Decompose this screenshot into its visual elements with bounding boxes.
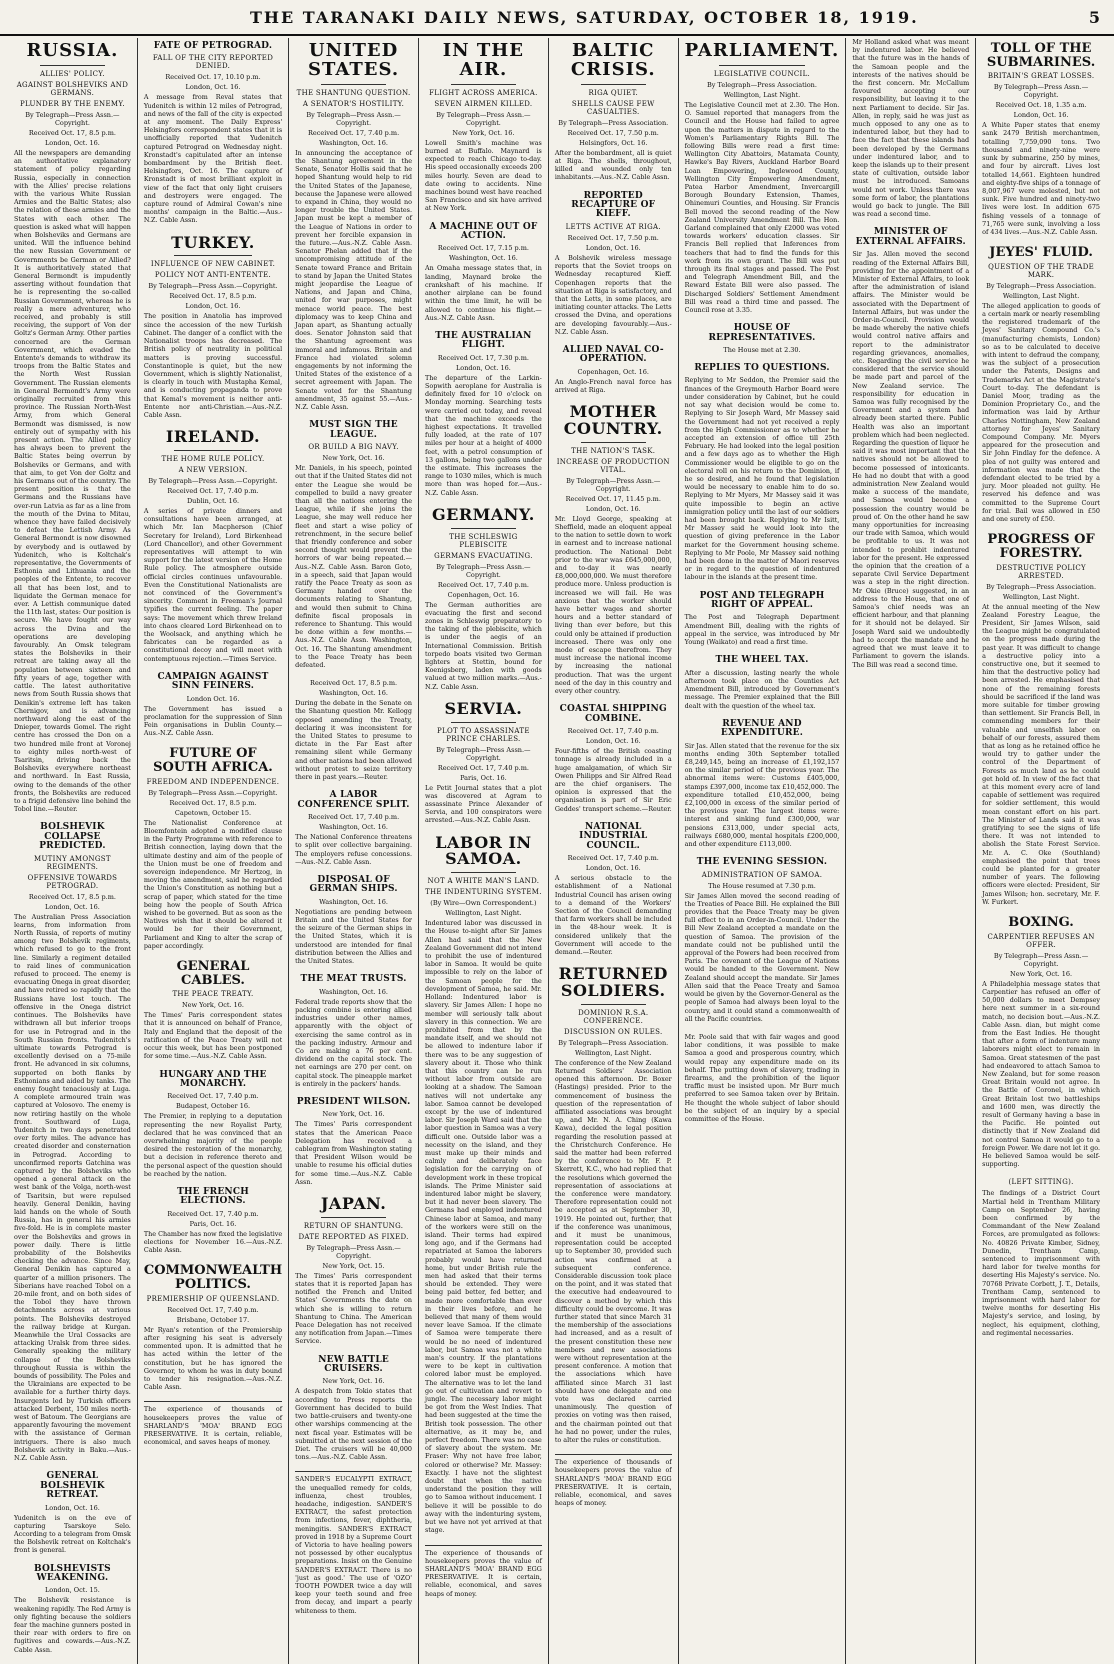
article-headline: MINISTER OF EXTERNAL AFFAIRS.: [855, 227, 966, 247]
article: [144, 1071, 282, 1179]
article-dateline: Paris, Oct. 16.: [460, 773, 507, 782]
article-dateline: By Telegraph—Press Association.: [986, 281, 1097, 290]
divider: [174, 255, 251, 256]
article-dateline: London, Oct. 16.: [44, 138, 100, 147]
article-dateline: Wellington, Last Night.: [1002, 592, 1080, 601]
article-body: Mr. Poole said that with fair wages and good labor conditions, it was possible to make Samoa a good and prosperous country, which would repay any expenditure made on its behalf. The putting down of slavery, trading in firearms, and the prohibition of the liquor traffic must be insisted upon. Mr Burr much preferred to see Samoa taken over by Britain. He thought the whole subject of labor should be the subject of an inquiry by a special committee of the House.: [684, 1032, 840, 1123]
article-headline: PROGRESS OF FORESTRY.: [987, 532, 1095, 561]
article-subheading: LETTS ACTIVE AT RIGA.: [565, 222, 661, 231]
advertisement-text: SANDER'S EUCALYPTI EXTRACT, the unequalled remedy for colds, influenza, chest troubles, headache, indigestion. SANDER'S EXTRACT, the safest protection from infections, fever, diphtheria, meningitis. SANDER'S EXTRACT proved in 1918 by a Supreme Court of Victoria to have healing powers not possessed by other eucalyptus preparations. Insist on the Genuine SANDER'S EXTRACT. There is no 'just as good.' The use of 'OZO' TOOTH POWDER twice a day will keep your teeth sound and free from decay, and impart a pearly whiteness to them.: [295, 1475, 412, 1615]
article: [295, 1356, 412, 1462]
article-body: Indentured labor was discussed in the House to-night after Sir James Allen had said that the New Zealand Government did not intend to prohibit the use of indentured labor in Samoa. It would be quite impossible to rely on the labor of the Samoan people for the development of Samoa, he said. Mr. Holland: Indentured labor is slavery. Sir James Allen: I hope no member will seriously talk about slavery in this connection. We are prohibited from that by the mandate itself, and we should not be allowed to indenture labor if there was to be any suggestion of slavery about it. Those who think that this country can be run without labor from outside are looking at a shadow. The Samoan natives will not undertake any labor. Samoa cannot be developed except by the use of indentured labor. Sir Joseph Ward said that the labor question in Samoa was a very difficult one. Outside labor was a necessity on the island, and they must make up their minds and calmly and deliberately face legislation for the carrying on of development work in these tropical islands. The Prime Minister said indentured labor might be slavery, but it had never been slavery. The Germans had employed indentured Chinese labor at Samoa, and many of the workers were still on the island. Their terms had expired long ago, and if the Germans had repatriated at Samoa the laborers probably would have returned home, but under British rule the men had asked that their terms should be extended. They were being paid better, fed better, and made more comfortable than ever in their lives before, and he believed that many of them would never leave Samoa. If the climate of Samoa were temperate there would be no need of indentured labor, but Samoa was not a white man's country. If the plantations were to be kept in cultivation colored labor must be employed. The alternative was to let the land go out of cultivation and revert to jungle. The necessary labor might be got from the West Indies. That had been suggested at the time the British took possession. The other alternative, as it may be, and perfect freedom. There was no case of slavery about the system. Mr. Fraser: Why not have free labor, colored or otherwise? Mr. Massey: Exactly. I have not the slightest doubt that when the native understand the position they will go to Samoa without inducement. I believe it will be possible to do away with the indenturing system, but we have not yet arrived at that stage.: [424, 919, 542, 1535]
article-dateline: By Telegraph—Press Assn.—Copyright.: [566, 476, 661, 493]
article-subheading: PLOT TO ASSASSINATE PRINCE CHARLES.: [437, 726, 530, 743]
article-dateline: By Telegraph—Press Assn.—Copyright.: [993, 83, 1089, 100]
article-dateline: By Telegraph—Press Assn.—Copyright.: [306, 110, 401, 127]
column-1: [8, 38, 138, 1664]
article-body: The alleged application to goods of a certain mark or nearly resembling the registered trademark of the Jeyes' Sanitary Compound Co.'s (manufacturing chemists, London) so as to be calculated to deceive with intent to defraud the company, was the subject of a prosecution under the Patents, Designs and Trademarks Act at the Magistrate's Court to-day. The defendant is Daniel Moor, trading as the Dominion Proprietary Co., and the information was laid by Arthur Charles Nottingham, New Zealand attorney for Jeyes' Sanitary Compound Company. Mr. Myers appeared for the prosecution and Sir John Findlay for the defence. A plea of not guilty was entered and information was made that the defendant elected to be tried by a jury. Moor pleaded not guilty. He reserved his defence and was committed to the Supreme Court for trial. Bail was allowed in £50 and one surety of £50.: [982, 301, 1100, 524]
article-headline: PARLIAMENT.: [684, 40, 840, 61]
column-4: [419, 38, 549, 1664]
article-subheading: THE SHANTUNG QUESTION.: [296, 88, 411, 97]
article-dateline: New York, Oct. 16.: [181, 1001, 245, 1010]
divider: [719, 65, 806, 66]
article-headline: MUST SIGN THE LEAGUE.: [309, 420, 398, 440]
advertisement: [144, 1401, 282, 1446]
article-subheading: THE INDENTURING SYSTEM.: [425, 888, 542, 897]
column-3: [289, 38, 419, 1664]
article: [295, 791, 412, 866]
article-body: The findings of a District Court Martial held in Trentham Military Camp on September 26, having been confirmed by the Commandant of the New Zealand Forces, are promulgated as follows: No. 40826 Private Kimber, Sidney, Dunedin, Trentham Camp, sentenced to imprisonment with hard labor for twelve months for deserting His Majesty's service. No. 70768 Private Corbett, J. T., Details, Trentham Camp, sentenced to imprisonment with hard labor for twelve months for deserting His Majesty's service, and losing, by neglect, his equipment, clothing, and regimental necessaries.: [982, 1189, 1100, 1337]
advertisement: [425, 1545, 542, 1598]
article: [424, 832, 542, 1535]
article: [982, 42, 1100, 236]
article-subheading: NOT A WHITE MAN'S LAND.: [427, 877, 540, 886]
article-dateline: Received Oct. 17, 7.40 p.m.: [437, 580, 529, 589]
article-headline: HOUSE OF REPRESENTATIVES.: [708, 323, 816, 343]
article-subheading: MUTINY AMONGST REGIMENTS.: [34, 854, 111, 871]
article-dateline: By Telegraph—Press Assn.—Copyright.: [306, 1243, 401, 1260]
article-dateline: Washington, Oct. 16.: [319, 823, 388, 832]
article-body: A serious obstacle to the establishment of a National Industrial Council has arisen owing to a demand of the Workers' Section of the Council demanding that farm workers shall be included in the 48-hour week. It is considered unlikely that the Government will accede to the demand.—Reuter.: [554, 874, 672, 956]
article: [555, 966, 672, 1444]
article-headline: PRESIDENT WILSON.: [296, 1096, 411, 1107]
article-headline: THE EVENING SESSION.: [696, 857, 828, 868]
article-subheading: SEVEN AIRMEN KILLED.: [434, 99, 533, 108]
article-headline: GERMANY.: [431, 504, 535, 524]
column-6: [679, 38, 847, 1664]
article-dateline: By Telegraph—Press Association.: [558, 1038, 669, 1047]
article-dateline: Received Oct. 17, 7.15 p.m.: [437, 244, 529, 253]
article-body: The departure of the Larkin-Sopwith aeroplane for Australia is definitely fixed for 10 o'clock on Monday morning. Searching tests were carried out today, and reveal that the machine exceeds the highest expectations. It travelled fully loaded, at the rate of 107 miles per hour at a height of 4000 feet, with a petrol consumption of 13 gallons, being two gallons under the estimate. This increases the range to 1030 miles, which is much more than was hoped for.—Aus.-N.Z. Cable Assn.: [424, 373, 542, 497]
article-dateline: (By Wire—Own Correspondent.): [430, 899, 537, 908]
article-body: An Anglo-French naval force has arrived at Riga.: [554, 377, 672, 395]
article-body: The Premier, in replying to a deputation representing the new Royalist Party, declared that he was convinced that an overwhelming majority of the people desired the restoration of the monarchy, but a decision in reference thereto and the personal aspect of the question should be reached by the nation.: [143, 1112, 283, 1178]
article-subheading: RIGA QUIET.: [588, 88, 639, 97]
divider: [40, 65, 105, 66]
article-dateline: London, Oct. 16.: [44, 902, 100, 911]
article-headline: DISPOSAL OF GERMAN SHIPS.: [309, 874, 398, 895]
article-dateline: Received Oct. 17, 8.5 p.m.: [28, 128, 116, 137]
article: [144, 673, 282, 738]
page-number: 5: [1088, 7, 1100, 27]
article-dateline: Washington, Oct. 16.: [319, 138, 388, 147]
advertisement: [295, 1471, 412, 1614]
masthead-title: THE TARANAKI DAILY NEWS, SATURDAY, OCTOBER 18, 1919.: [250, 7, 919, 27]
article-dateline: By Telegraph—Press Assn.—Copyright.: [148, 476, 278, 485]
article: [982, 1178, 1100, 1337]
article-headline: IRELAND.: [165, 427, 261, 447]
article-body: During the debate in the Senate on the Shantung question Mr. Kellogg opposed amending the Treaty, declaring it was inconsistent for the United States to presume to dictate in the Far East after remaining silent while Germany and other nations had been allowed without protest to seize territory there in past years.—Reuter.: [295, 699, 412, 782]
article-body: The Chamber has now fixed the legislative elections for November 16.—Aus.-N.Z. Cable Assn.: [143, 1229, 283, 1255]
article-dateline: Received Oct. 17, 7.30 p.m.: [437, 353, 529, 362]
article-subheading: CARPENTIER REFUSES AN OFFER.: [987, 932, 1095, 949]
article-dateline: Received Oct. 17, 7.40 p.m.: [567, 854, 659, 863]
article-body: A series of private dinners and consultations have been arranged, at which Mr. Ian Macpherson (Chief Secretary for Ireland), Lord Birkenhead (Lord Chancellor), and other Government representatives will attempt to win support for the latest version of the Home Rule policy. The atmosphere outside official circles continues unfavourable. Even the Constitutional Nationalists are not convinced of the Government's sincerity. Comment in Freeman's Journal typifies the current feeling. The paper says: The movement which threw Ireland into chaos cleared Lord Birkenhead on to the Woolsack, and anything which he fabricates can be regarded as a constitutional decoy and will meet with contemptuous rejection.—Times Service.: [143, 506, 283, 663]
article-dateline: Washington, Oct. 16.: [319, 987, 388, 996]
article: [852, 38, 969, 218]
article-dateline: Paris, Oct. 16.: [189, 1219, 237, 1228]
article-dateline: New York, Oct. 16.: [322, 454, 385, 463]
article-headline: THE FRENCH ELECTIONS.: [177, 1187, 249, 1207]
article-body: The Nationalist Conference at Bloemfontein adopted a modified clause in the Party Programme with reference to British connection, laying down that the ultimate destiny and aim of the people of the Union must be one of freedom and sovereign independence. Mr Hertzog, in moving the amendment, said he regarded the Union's Constitution as nothing but a scrap of paper, which stated for the time being how the people of South Africa wished to be governed. But as soon as the Natives wish that it should be altered it would be for their Government, Parliament and King to alter the scrap of paper accordingly.: [143, 818, 283, 950]
article-dateline: By Telegraph—Press Assn.—Copyright.: [25, 110, 120, 127]
article-dateline: By Telegraph—Press Association.: [707, 80, 817, 89]
article-subheading: FALL OF THE CITY REPORTED DENIED.: [152, 54, 274, 71]
article-subheading: INFLUENCE OF NEW CABINET.: [150, 260, 276, 269]
article-headline: IN THE AIR.: [442, 40, 525, 80]
article-dateline: Received Oct. 17, 7.40 p.m.: [437, 763, 529, 772]
article-dateline: By Telegraph—Press Assn.—Copyright.: [993, 951, 1089, 968]
article-dateline: Received Oct. 17, 8.5 p.m.: [169, 292, 257, 301]
article-body: At the annual meeting of the New Zealand Forestry League, the President, Sir James Wilson, said the League might be congratulated on the progress made during the past year. It was difficult to change a destructive policy into a constructive one, but it seemed to him that the destructive policy had been arrested. He emphasised that none of the remaining forests should be sacrificed if the land was more suitable for timber growing than settlement. Sir Francis Bell, in commending members for their valuable and unselfish labor on behalf of our forests, assured them that as long as he retained office he would try to gather under the control of the Department of Forests as much land as he could get hold of. In view of the fact that at this moment every acre of land capable of settlement was required for soldier settlement, this would mean constant effort on his part. The Minister of Lands said it was gratifying to see the signs of life there. It was not intended to abolish the State Forest Service. Mr. A. C. Oke (Southland) emphasised the point that trees could be planted for a greater number of years. The following officers were elected: President, Sir James Wilson; hon. secretary, Mr. F. W. Furkert.: [982, 602, 1100, 906]
article-dateline: Wellington, Last Night.: [575, 1048, 652, 1057]
article-dateline: Received Oct. 18, 1.35 a.m.: [995, 101, 1087, 110]
article-headline: RETURNED SOLDIERS.: [558, 964, 668, 1000]
article: [555, 823, 672, 956]
article-dateline: By Telegraph—Press Assn.—Copyright.: [436, 745, 531, 762]
article: [982, 533, 1100, 906]
article-dateline: By Telegraph—Press Assn.—Copyright.: [148, 282, 278, 291]
article: [295, 975, 412, 1088]
article-body: All the newspapers are demanding an authoritative explanatory statement of policy regarding Russia, especially in connection with the Allies' precise relations with the various White Russian Armies and the Baltic States; also the relation of these armies and the States with each other. The question is asked what will happen when Bolsheviks and Germans are united. Will the influence behind the new Russian Government or Governments be German or Allied? It is authoritatively stated that General Bermondt is impudently asserting without foundation that he is representing the so-called Russian Government, whereas he is really a mere adventurer, who received, and probably is still receiving, the support of Von der Goltz's German Army. Other parties concerned are the German Government, which evaded the Entente's demands to withdraw its troops from the Baltic States and the North West Russian Government. The Russian elements in General Bermondt's Army were originally recruited from this province. The Russian North-West Army, from which General Bermondt was dismissed, is now entirely out of sympathy with his present action. The Allied policy has always been to prevent the Baltic States being overrun by Bolsheviks or Germans, and with that aim, to get Von der Goltz and his Germans out of the country. The present position is that the Germans and the Russians have over-run Latvia as far as a line from the mouth of the Dvina to Mitau, whence they have failed decisively to defeat the Lettish Army. As General Bermondt is now disowned by everybody and is outlawed by Yudenitch, who is Koltchak's representative, the Governments of Esthonia and Lithuania and the peoples of the Entente, to recover all that has been lost, and to liquidate the German menace for ever. A Lettish communique dated the 11th last, states: Our position is secure. We have fought our way across the Dvina and the operations are developing favourably. An Omsk telegram states the Bolsheviks in their retreat are taking away all the population between sixteen and fifty years of age, together with cattle. The latest authoritative news from South Russia shows that Denikin's extreme left has taken Chernigov, and is advancing northward along the east of the Dnieper, towards Gomel. The right centre has crossed the Don on a two hundred mile front at Voronej to eighty miles north-west of Tsaritsin, driving back the Bolsheviks everywhere northeast and northward. In East Russia, owing to the demands of the other fronts, the Bolsheviks are reduced to a frigid defensive line behind the Tobol line.—Reuter.: [14, 148, 131, 814]
article-subheading: POLICY NOT ANTI-ENTENTE.: [154, 271, 272, 280]
article: [555, 404, 672, 695]
article: [424, 698, 542, 825]
article-headline: FATE OF PETROGRAD.: [153, 41, 273, 51]
article: [685, 42, 840, 314]
article-subheading: INCREASE OF PRODUCTION VITAL.: [556, 457, 670, 474]
article-dateline: Wellington, Last Night.: [1002, 291, 1080, 300]
column-7: [846, 38, 976, 1664]
article-body: Sir Jas. Allen moved the second reading of the External Affairs Bill, providing for the appointment of a Minister of External Affairs, to look after the administration of island affairs. The Minister would be associated with the Department of Internal Affairs, but was under the Order-in-Council. Provision would be made whereby the native chiefs would control native affairs and report to the administrator regarding grievances, anomalies, etc. Regarding the civil service he considered that the service should be made part and parcel of the New Zealand service. The responsibility for education in Samoa was fully recognised by the Government and a system had already been started there. Public Health was also an important problem which had been neglected. Regarding the question of liquor he said it was most important that the natives should not be allowed to become possessed of intoxicants. He had no doubt that with a good administration New Zealand would make a success of the mandate, and Samoa would become a possession the country would be proud of. On the other hand he saw many opportunities for increasing our trade with Samoa, which would be profitable to us. It was not intended to prohibit indentured labor for the present. He expressed the opinion that the creation of a separate Civil Service Department was a step in the right direction. Mr Okie (Bruce) suggested, in an address to the House, that one of Samoa's chief needs was an efficient harbour, and that planning for it should not be delayed. Sir Joseph Ward said we undoubtedly had to accept the mandate and he agreed that we must leave it to Parliament to govern the islands. The Bill was read a second time.: [852, 250, 970, 669]
article: [295, 679, 412, 781]
article-headline: A LABOR CONFERENCE SPLIT.: [297, 790, 410, 810]
article-body: The German authorities are evacuating the first and second zones in Schleswig preparatory to the taking of the plebiscite, which is under the aegis of an International Commission. British torpedo boats visited two German lighters at Stettin, bound for Koenigsberg, laden with goods valued at two million marks.—Aus.-N.Z. Cable Assn.: [424, 600, 542, 691]
article: [144, 429, 282, 663]
article: [144, 1264, 282, 1391]
article-headline: TOLL OF THE SUBMARINES.: [986, 41, 1096, 70]
article-subheading: A SENATOR'S HOSTILITY.: [302, 99, 405, 108]
article-body: Mr. Daniels, in his speech, pointed out that if the United States did not enter the League she would be compelled to build a navy greater than all the nations entering the League, while if she joins the League, she may well reduce her fleet and start a wise policy of retrenchment, in the secure belief that friendly conference and sober second thought would prevent the horrors of war being repeated.—Aus.-N.Z. Cable Assn. Baron Goto, in a speech, said that Japan would ratify the Peace Treaty as soon as Germany handed over the documents relating to Shantung, and would then submit to China definite fiscal proposals in reference to Shantung. This would be done within a few months.—Aus.-N.Z. Cable Assn. Washington, Oct. 16. The Shantung amendment to the Peace Treaty has been defeated.: [295, 464, 412, 670]
article-dateline: New York, Oct. 15.: [322, 1261, 385, 1270]
article-headline: BOLSHEVISTS WEAKENING.: [33, 1563, 111, 1584]
article-subheading: ADMINISTRATION OF SAMOA.: [701, 870, 823, 879]
article: [144, 747, 282, 950]
article-headline: SERVIA.: [444, 698, 523, 718]
article-subheading: FREEDOM AND INDEPENDENCE.: [146, 777, 280, 786]
article-columns: [8, 38, 1106, 1654]
article: [144, 42, 282, 225]
article-dateline: Received Oct. 17, 7.40 p.m.: [167, 1305, 259, 1314]
article-body: The Post and Telegraph Department Amendment Bill, dealing with the rights of appeal in the service, was introduced by Mr Young (Waikato) and read a first time.: [684, 613, 840, 647]
article-body: Replying to Mr Seddon, the Premier said the finances of the Greymouth Harbor Board were under consideration by Cabinet, but he could not say what decision would be come to. Replying to Sir Joseph Ward, Mr Massey said the Government had not yet received a reply from the High Commissioner as to whether he accepted an extension of office till 25th February. He had looked into the legal position and a few days ago as to whether the High Commissioner would be eligible to go on the electoral roll on his return to the Dominion, if he so desired, and he found that legislation would be necessary to enable him to do so. Replying to Mr Myers, Mr Massey said it was quite impossible to begin an active immigration policy until the last of our soldiers had been brought back. Replying to Mr Isitt, Mr Massey said he would look into the question of giving preference in the Labor market for the Government housing scheme. Replying to Mr Poole, Mr Massey said nothing had been done in the matter of Maori reserves or in regard to the question of indentured labour in the islands at the present time.: [684, 376, 840, 582]
article-subheading: DATE REPORTED AS FIXED.: [298, 1232, 409, 1241]
article-dateline: Received Oct. 17, 7.50 p.m.: [567, 128, 659, 137]
article-dateline: Dublin, Oct. 16.: [186, 496, 240, 505]
article-headline: POST AND TELEGRAPH RIGHT OF APPEAL.: [699, 590, 825, 610]
article-subheading: FLIGHT ACROSS AMERICA.: [429, 88, 538, 97]
article-subheading: ALLIES' POLICY.: [40, 69, 105, 78]
article-headline: HUNGARY AND THE MONARCHY.: [159, 1069, 267, 1089]
article-body: Sir James Allen moved the second reading of the Treaties of Peace Bill. He explained the Bill provides that the Peace Treaty may be given full effect to in an Order-in-Council. Under the Bill New Zealand accepted a mandate on the question of Samoa. The provision of the mandate could not be published until the approval of the Powers had been received from Paris. The covenant of the League of Nations would be handed to the Government. New Zealand should accept the mandate. Sir James Allen said that the Peace Treaty and Samoa would be given by the Governor-General as the people of Samoa had always been loyal to the country, and it could stand a commonwealth of all the Pacific countries.: [684, 891, 840, 1023]
article-subheading: AGAINST BOLSHEVIKS AND GERMANS.: [16, 80, 129, 97]
article-headline: GENERAL BOLSHEVIK RETREAT.: [40, 1471, 105, 1501]
article-body: Mr Holland asked what was meant by indentured labor. He believed that the future was in the hands of the Samoan people and the interests of the natives should be the first concern. Mr. McCallum favoured accepting our responsibility, but leaving it to the next Parliament to decide. Sir Jas. Allen, in reply, said he was just as much opposed to any one as to indentured labor, but they had to face the fact that these islands had been developed by the Germans under indentured labor, and to keep the islands up to their present state of cultivation, outside labor must be introduced. Samoans would not work. Unless there was some form of labor, the plantations would go back to jungle. The Bill was read a second time.: [852, 38, 970, 219]
article-dateline: Received Oct. 17, 7.40 p.m.: [307, 813, 400, 822]
article: [852, 228, 969, 668]
article-body: Yudenitch is on the eve of capturing Tsarskoye Selo. According to a telegram from Omsk the Bolshevik retreat on Koltchak's front is general.: [14, 1513, 131, 1555]
article-headline: GENERAL CABLES.: [176, 959, 250, 988]
article-headline: THE WHEEL TAX.: [715, 655, 809, 666]
article: [685, 720, 840, 849]
article-dateline: New York, Oct. 16.: [1010, 969, 1073, 978]
article-dateline: Received Oct. 17, 7.40 p.m.: [167, 1209, 259, 1218]
article-body: The Australian Press Association learns, from information from North Russia, of reports of mutiny among two Bolshevik regiments, which refused to go to the front line. Similarly a regiment detailed to raid lines of communication refused to proceed. The enemy is evacuating Onega in great disorder, and have retired so rapidly that the Russians have lost touch. The offensive in the Onega district continues. The Bolsheviks have withdrawn all but inferior troops for use in Petrograd and in the South Russian fronts. Yudenitch's ultimate towards Petrograd is excellently devised on a 75-mile front. He advanced in six columns, supported on both flanks by Esthonians and aided by tanks. The enemy fought tenaciously at Luga. A complete armoured train was captured at Volosovo. The enemy is now retiring hastily on the whole front. Southward of Luga, Yudenitch in two days penetrated over forty miles. The advance has created disorder and consternation in Petrograd. According to unconfirmed reports Gatchina was captured by the Bolsheviks who opened a general attack on the west bank of the Volga, north-west of Tsaritsin, but were repulsed heavily. General Denikin, having laid hands on the whole of South Russia, has in general his armies five-fold. He is in complete master over the Bolsheviks and grows in power daily. There is little probability of the Bolsheviks checking the advance. Since May, General Denikin has captured a quarter of a million prisoners. The Siberians have reached Tobol on a 20-mile front, and on both sides of the Tobol they have thrown detachments across at various points. The Bolsheviks destroyed the railway bridge at Kurgan. Meanwhile the Ural Cossacks are attacking Uralsk from three sides. Generally speaking the military collapse of the Bolsheviks throughout Russia is within the bounds of possibility. The Poles and the Ukrainians are expected to be available for a further thirty days. Insurgents led by Turkish officers attacked Derbent, 150 miles north-west of Batoum. The Georgians are apparently favouring the movement with the assistance of German intriguers. There is also much Bolshevik activity in Baku.—Aus.-N.Z. Cable Assn.: [14, 912, 131, 1463]
article-body: Federal trade reports show that the packing combine is entering allied industries under other names, apparently with the object of exercising the same control as in the packing industry. Armour and Co are making a 76 per cent. dividend on the capital stock. The net earnings are 270 per cent. on capital stock. The pineapple market is entirely in the packers' hands.: [295, 997, 412, 1088]
article-subheading: DISCUSSION ON RULES.: [563, 1027, 663, 1036]
article-dateline: By Telegraph—Press Association.: [558, 118, 669, 127]
article-body: The position in Anatolia has improved since the accession of the new Turkish Cabinet. The danger of a conflict with the Nationalist troops has decreased. The British policy of neutrality in political matters is proving successful. Constantinople is quiet, but the new Government, which is slightly Nationalist, is clearly in touch with Mustapha Kemal, and is conducting propaganda to prove that Kemal's movement is neither anti-Entente nor anti-Christian.—Aus.-N.Z. Cable Assn.: [143, 312, 283, 419]
article-subheading: SHELLS CAUSE FEW CASUALTIES.: [571, 99, 655, 116]
article-dateline: By Telegraph—Press Assn.—Copyright.: [148, 788, 278, 797]
article: [685, 858, 840, 1023]
article-body: In announcing the acceptance of the Shantung agreement in the Senate, Senator Hollis said that he hoped Shantung would help to rid the United States of the Japanese, because the Japanese were allowed to expand in China, they would no longer trouble the United States. Japan must be kept a member of the League of Nations in order to prevent her forcible expansion in the future.—Aus.-N.Z. Cable Assn. Senator Phelan added that if the uncompromising attitude of the Senate toward France and Britain to stand by Japan the United States might jeopardise the League of Nations, and Japan and China, united for war purposes, might menace world peace. The best diplomacy was to keep China and Japan apart, as Shantung actually does. Senator Johnston said that the Shantung agreement was immoral and infamous. Britain and France had violated solemn engagements by not informing the United States of the existence of a secret agreement with Japan. The Senate voted for the Shantung amendment, 35 against 55.—Aus.-N.Z. Cable Assn.: [295, 148, 412, 412]
article: [425, 42, 542, 213]
article-body: The Bolshevik resistance is weakening rapidly. The Red Army is only fighting because the soldiers fear the machine gunners posted in their rear with orders to fire on fugitives and cowards.—Aus.-N.Z. Cable Assn.: [14, 1596, 131, 1654]
article-dateline: By Telegraph—Press Association.: [986, 582, 1097, 591]
article-dateline: Received Oct. 17, 8.5 p.m.: [28, 892, 116, 901]
article-body: The Times' Paris correspondent states that it is reported Japan has notified the French and United States' Governments the date on which she is willing to return Shantung to China. The American Peace Delegation has not received any notification from Japan.—Times Service.: [295, 1271, 412, 1346]
article: [685, 656, 840, 709]
article: [555, 346, 672, 394]
article-body: A message from Reval states that Yudenitch is within 12 miles of Petrograd, and news of the fall of the city is expected at any moment. The Daily Express' Helsingfors correspondent states that it is unofficially reported that Yudenitch captured Petrograd on Wednesday night. Kronstadt's capitulated after an intense bombardment by the British fleet. Helsingfors, Oct. 16. The capture of Kronstadt is of most brilliant exploit in view of the fact that only light cruisers and destroyers were engaged. The capture round of Admiral Cowan's nine months' campaign in the Baltic.—Aus.-N.Z. Cable Assn.: [143, 93, 283, 225]
article-dateline: Wellington, Last Night.: [445, 909, 522, 918]
article-body: Four-fifths of the British coasting tonnage is already included in a huge amalgamation, of which Sir Owen Philipps and Sir Alfred Read are the chief organisers. The opinion is expressed that the organisation is part of Sir Eric Geddes' transport scheme.—Reuter.: [554, 747, 672, 813]
article-subheading: LEGISLATIVE COUNCIL.: [713, 69, 811, 78]
advertisement-text: The experience of thousands of housekeepers proves the value of SHARLAND'S 'MOA' BRAND EGG PRESERVATIVE. It is certain, reliable, economical, and saves heaps of money.: [554, 1458, 672, 1508]
article-dateline: Received Oct. 17, 7.40 p.m.: [167, 1092, 259, 1101]
article-body: The conference of the New Zealand Returned Soldiers' Association opened this afternoon. Dr. Boxer (Hastings) presided. Prior to the commencement of business the question of the representation of affiliated associations was brought up, and Mr. N. A. Ching (Kawa Kawa), decided the legal position regarding the resolution passed at the Christchurch Conference. He said the matter had been referred by the conference to Mr. F. P. Skerrett, K.C., who had replied that the resolutions which governed the representation of associations at the conference were mandatory. Therefore representation could not be accepted as at September 30, 1919. He pointed out, further, that if the conference was unanimous, and it must be unanimous, representation could be accepted up to September 30, provided such action was confirmed at a subsequent conference. Considerable discussion took place on the point, and it was stated that the executive had endeavoured to discover a method by which this difficulty could be overcome. It was further stated that since March 31 the membership of the associations had increased, and as a result of the present constitution these new members and new associations were without representation at the present conference. A motion that the associations which have affiliated since March 31 last should have one delegate and one vote was declared carried unanimously. The question of proxies on voting was then raised, and the chairman pointed out that he had no power, under the rules, to alter the rules or constitution.: [554, 1058, 672, 1445]
article-body: Negotiations are pending between Britain and the United States for the seizure of the German ships in the United States, which it is understood are intended for final distribution between the Allies and the United States.: [295, 907, 412, 966]
article-subheading: BRITAIN'S GREAT LOSSES.: [987, 72, 1095, 81]
article-headline: JAPAN.: [320, 1193, 387, 1213]
article-dateline: Received Oct. 17, 7.50 p.m.: [567, 233, 659, 242]
article: [14, 823, 131, 1462]
article-subheading: THE PEACE TREATY.: [172, 990, 254, 999]
divider: [451, 84, 516, 85]
article: [14, 42, 131, 813]
article-headline: MOTHER COUNTRY.: [563, 402, 663, 439]
article-dateline: London, Oct. 16.: [455, 363, 511, 372]
article-dateline: Copenhagen, Oct. 16.: [577, 367, 650, 376]
article-dateline: London, Oct. 16.: [44, 1503, 100, 1512]
article-dateline: London Oct. 16.: [186, 694, 240, 703]
article-subheading: PLUNDER BY THE ENEMY.: [19, 99, 125, 108]
article-dateline: By Telegraph—Press Assn.—Copyright.: [436, 562, 531, 579]
article-headline: BOXING.: [1008, 915, 1074, 931]
article: [14, 1472, 131, 1554]
article-subheading: GERMANS EVACUATING.: [434, 551, 533, 560]
article-dateline: Received Oct. 17, 7.40 p.m.: [167, 486, 259, 495]
article: [424, 504, 542, 691]
article-subheading: PREMIERSHIP OF QUEENSLAND.: [146, 1294, 280, 1303]
article: [685, 1033, 840, 1123]
article: [555, 42, 672, 182]
article-dateline: Copenhagen, Oct. 16.: [447, 590, 520, 599]
article: [144, 1188, 282, 1254]
divider: [451, 872, 516, 873]
article-dateline: London, Oct. 16.: [185, 83, 241, 92]
column-8: [976, 38, 1106, 1664]
article: [295, 876, 412, 965]
article: [143, 232, 283, 419]
article-headline: CAMPAIGN AGAINST SINN FEINERS.: [157, 671, 269, 692]
article-dateline: The House resumed at 7.30 p.m.: [708, 881, 816, 890]
article-headline: COASTAL SHIPPING COMBINE.: [559, 704, 667, 724]
article-headline: NATIONAL INDUSTRIAL COUNCIL.: [579, 821, 648, 851]
article-headline: RUSSIA.: [26, 40, 119, 61]
article: [425, 223, 542, 322]
article-dateline: Helsingfors, Oct. 16.: [579, 138, 648, 147]
article-dateline: London, Oct. 16.: [585, 864, 641, 873]
article-body: The National Conference threatens to split over collective bargaining. The employers refuse concessions.—Aus.-N.Z. Cable Assn.: [295, 833, 412, 866]
divider: [451, 528, 516, 529]
article: [555, 192, 672, 336]
article: [14, 1565, 131, 1654]
article-subheading: OFFENSIVE TOWARDS PETROGRAD.: [27, 873, 118, 890]
article-subheading: DESTRUCTIVE POLICY ARRESTED.: [996, 563, 1086, 580]
article-dateline: Received Oct. 17, 8.5 p.m.: [310, 679, 398, 688]
article-headline: THE AUSTRALIAN FLIGHT.: [435, 330, 532, 351]
article-body: A Bolshevik wireless message reports that the Soviet troops on Wednesday recaptured Kieff. Copenhagen reports that the situation at Riga is satisfactory, and that the Letts, in some places, are initiating counter attacks. The Letts crossed the Dvina, and operations are developing favourably.—Aus.-N.Z. Cable Assn.: [554, 253, 672, 336]
article-headline: THE MEAT TRUSTS.: [300, 974, 407, 985]
advertisement-text: The experience of thousands of housekeepers proves the value of SHARLAND'S 'MOA' BRAND EGG PRESERVATIVE. It is certain, reliable, economical, and saves heaps of money.: [424, 1548, 542, 1598]
article-dateline: Received Oct. 17, 7.40 p.m.: [307, 128, 400, 137]
article-headline: REPORTED RECAPTURE OF KIEFF.: [571, 190, 656, 220]
article-dateline: The House met at 2.30.: [723, 346, 801, 355]
article-dateline: Washington, Oct. 16.: [319, 897, 388, 906]
article-dateline: Received Oct. 17, 7.40 p.m.: [567, 727, 659, 736]
article-dateline: Received Oct. 17, 11.45 p.m.: [565, 494, 661, 503]
article-dateline: By Telegraph—Press Assn.—Copyright.: [436, 110, 531, 127]
article-subheading: THE SCHLESWIG PLEBISCITE: [449, 532, 518, 549]
article: [555, 705, 672, 813]
article-headline: TURKEY.: [171, 232, 255, 252]
article-subheading: (LEFT SITTING).: [1008, 1178, 1074, 1187]
article: [295, 1098, 412, 1186]
article-body: Le Petit Journal states that a plot was discovered at Agram to assassinate Prince Alexander of Servia, and 100 conspirators were arrested.—Aus.-N.Z. Cable Assn.: [424, 783, 542, 825]
article-dateline: London, Oct. 15.: [44, 1586, 100, 1595]
article-dateline: London, Oct. 16.: [585, 504, 641, 513]
article-body: Mr. Lloyd George, speaking at Sheffield, made an eloquent appeal to the nation to settle down to work in earnest and to increase national production. The National Debt prior to the war was £645,000,000, and to-day it was nearly £8,000,000,000. We must therefore produce more. Unless production is increased we will fail. He was anxious that the worker should have better wages and shorter hours and a better standard of living than ever before, but this could only be attained if production increased. There was only one mode of escape therefrom. They must increase the national income by increasing the national production. That was the urgent need of the day in this country and every other country.: [554, 514, 672, 696]
column-5: [549, 38, 679, 1664]
article-dateline: London, Oct. 16.: [1013, 111, 1069, 120]
divider: [581, 84, 646, 85]
article-body: A Philadelphia message states that Carpentier has refused an offer of 50,000 dollars to meet Dempsey here next summer in a six-round match, no decision bout.—Aus.-N.Z. Cable Assn. dian, but might come from the East Indies. He thought that after a form of indenture many laborers might elect to remain in Samoa. Great statesmen of the past had endeavored to attach Samoa to New Zealand, but for some reason Great Britain would not agree. In the Battle of Coronel, in which Great Britain lost two battleships and 1600 men, was directly the result of Germany having a base in the Pacific. He pointed out distinctly that if New Zealand did not control Samoa it would go to a foreign Power. We dare not let it go. He believed Samoa would be self-supporting.: [982, 979, 1100, 1169]
article-subheading: THE HOME RULE POLICY.: [161, 454, 265, 463]
article-headline: FUTURE OF SOUTH AFRICA.: [153, 746, 273, 776]
article-dateline: Wellington, Last Night.: [723, 90, 801, 99]
article-body: After a discussion, lasting nearly the whole afternoon took place on the Counties Act Amendment Bill, introduced by Government's message. The Premier explained that the Bill dealt with the question of the wheel tax.: [684, 668, 840, 710]
article-headline: BOLSHEVIK COLLAPSE PREDICTED.: [39, 822, 106, 852]
divider: [174, 450, 251, 451]
article-subheading: THE NATION'S TASK.: [571, 446, 656, 455]
article-headline: UNITED STATES.: [307, 40, 400, 80]
article: [144, 960, 282, 1061]
article-dateline: Capetown, October 15.: [174, 808, 252, 817]
article-dateline: London, Oct. 16.: [185, 302, 241, 311]
divider: [581, 1004, 646, 1005]
article-body: The Times' Paris correspondent states that it is announced on behalf of France, Italy and England that the deposit of the ratification of the Peace Treaty will not occur this week, but has been postponed for some time.—Aus.-N.Z. Cable Assn.: [143, 1011, 283, 1061]
article: [982, 246, 1100, 523]
article-dateline: New York, Oct. 16.: [322, 1110, 385, 1119]
article-headline: NEW BATTLE CRUISERS.: [318, 1354, 389, 1375]
article-body: An Omaha message states that, in landing, Maynard broke the crankshaft of his machine. If another airplane can be found within the time limit, he will be allowed to continue his flight.—Aus.-N.Z. Cable Assn.: [424, 264, 542, 322]
article-headline: REPLIES TO QUESTIONS.: [694, 363, 830, 374]
article-dateline: Budapest, October 16.: [175, 1102, 251, 1111]
article-body: The Times' Paris correspondent states that the American Peace Delegation has received a cablegram from Washington stating that President Wilson would be unable to resume his official duties for some time.—Aus.-N.Z. Cable Assn.: [295, 1120, 412, 1186]
article-dateline: Received Oct. 17, 10.10 p.m.: [165, 73, 261, 82]
article-headline: A MACHINE OUT OF ACTION.: [429, 221, 538, 242]
article-dateline: Brisbane, October 17.: [176, 1315, 250, 1324]
advertisement: [555, 1454, 672, 1507]
article-dateline: Washington, Oct. 16.: [319, 689, 388, 698]
masthead: [0, 0, 1114, 36]
article: [295, 1193, 412, 1346]
column-2: [138, 38, 289, 1664]
advertisement-text: The experience of thousands of housekeepers proves the value of SHARLAND'S 'MOA' BRAND EGG PRESERVATIVE. It is certain, reliable, economical, and saves heaps of money.: [143, 1405, 283, 1447]
article-body: After the bombardment, all is quiet at Riga. The shells, throughout, killed and wounded only ten inhabitants.—Aus.-N.Z. Cable Assn.: [554, 148, 672, 182]
article-dateline: Received Oct. 17, 8.5 p.m.: [169, 798, 257, 807]
article: [685, 364, 840, 582]
article-headline: REVENUE AND EXPENDITURE.: [720, 718, 804, 739]
article-dateline: London, Oct. 16.: [585, 243, 641, 252]
article-body: The Legislative Council met at 2.30. The Hon. O. Samuel reported that managers from the Council and the House had failed to agree upon the matters in dispute in regard to the Women's Parliamentary Rights Bill. The following Bills were read a first time: Wellington City Abattoirs, Matamata County, Hawke's Bay Rivers, Auckland Harbor Board Loan Empowering, Inglewood County, Wellington City Empowering Amendment, Patea Harbor Amendment, Invercargill Borough Boundary Extension, Thames, Ohinemuri Counties, and Housing. Sir Francis Bell moved the second reading of the New Zealand University Amendment Bill. The Hon. Garland complained that only £2000 was voted towards workers' education classes. Sir Francis Bell replied that Inferences from teachers that had to find the funds for this work from its own grant. The Bill was put through its final stages and passed. The Post and Telegraph Amendment Bill, and the Reward Estate Bill were also passed. The Discharged Soldiers' Settlement Amendment Bill was read a third time and passed. The Council rose at 3.35.: [684, 100, 840, 314]
article: [295, 42, 412, 411]
article: [685, 324, 840, 354]
article-subheading: A NEW VERSION.: [178, 465, 248, 474]
article-headline: COMMONWEALTH POLITICS.: [143, 1263, 283, 1293]
article-headline: ALLIED NAVAL CO-OPERATION.: [562, 344, 664, 365]
article-headline: BALTIC CRISIS.: [570, 40, 656, 80]
article-body: A despatch from Tokio states that according to Press reports the Government has decided to build two battle-cruisers and twenty-one other warships commencing at the next fiscal year. Estimates will be submitted at the next session of the Diet. The cruisers will be 40,000 tons.—Aus.-N.Z. Cable Assn.: [295, 1387, 412, 1462]
divider: [451, 722, 516, 723]
article-headline: JEYES' FLUID.: [989, 245, 1093, 261]
article-subheading: DOMINION R.S.A. CONFERENCE.: [578, 1008, 649, 1025]
article-subheading: QUESTION OF THE TRADE MARK.: [988, 262, 1095, 279]
article-body: Sir Jas. Allen stated that the revenue for the six months ending 30th September totalled £8,249,145, being an increase of £1,192,157 on the similar period of the previous year. The abnormal items were: Customs £405,000, stamps £397,000, income tax £10,452,000. The expenditure totalled £10,452,000, being £2,100,000 in excess of the similar period of the previous year. The largest items were: interest and sinking fund £300,000, war pensions £313,000, under special acts, railways £680,000, mental hospitals £200,000, and other expenditure £113,000.: [684, 741, 840, 849]
article-dateline: Washington, Oct. 16.: [448, 254, 518, 263]
article-body: Lowell Smith's machine was burned at Buffalo. Maynard is expected to reach Chicago to-day. His speed occasionally exceeds 200 miles hourly. Seven are dead to date owing to accidents. Nine machines bound west have reached San Francisco and six have arrived at New York.: [424, 138, 542, 213]
article-dateline: London, Oct. 16.: [585, 737, 641, 746]
article-subheading: RETURN OF SHANTUNG.: [303, 1221, 404, 1230]
divider: [581, 442, 646, 443]
article-body: Mr Ryan's retention of the Premiership after resigning his seat is adversely commented upon. It is admitted that he has acted within the letter of the constitution, but he has ignored the Governor, to whom he was in duty bound to tender his resignation.—Aus.-N.Z. Cable Assn.: [143, 1325, 283, 1392]
article-headline: LABOR IN SAMOA.: [435, 832, 532, 869]
divider: [321, 84, 386, 85]
article-dateline: New York, Oct. 16.: [452, 128, 515, 137]
article: [295, 421, 412, 669]
article: [982, 916, 1100, 1168]
divider: [321, 1217, 386, 1218]
article-body: The Government has issued a proclamation for the suppression of Sinn Fein organisations in Dublin County.—Aus.-N.Z. Cable Assn.: [143, 704, 283, 738]
article-body: A White Paper states that enemy sank 2479 British merchantmen, totalling 7,759,090 tons. Two thousand and ninety-nine were sunk by submarine, 250 by mines, and four by aircraft. Lives lost totalled 14,661. Eighteen hundred and eighty-five ships of a tonnage of 8,007,967 were molested, but not sunk. Five hundred and ninety-two lives were lost. In addition 675 fishing vessels of a tonnage of 71,765 were sunk, involving a loss of 434 lives.—Aus.-N.Z. Cable Assn.: [982, 121, 1100, 236]
article-dateline: New York, Oct. 16.: [322, 1377, 385, 1386]
article: [425, 332, 542, 497]
article-subheading: OR BUILD A BIG NAVY.: [308, 443, 399, 452]
article: [685, 592, 840, 647]
